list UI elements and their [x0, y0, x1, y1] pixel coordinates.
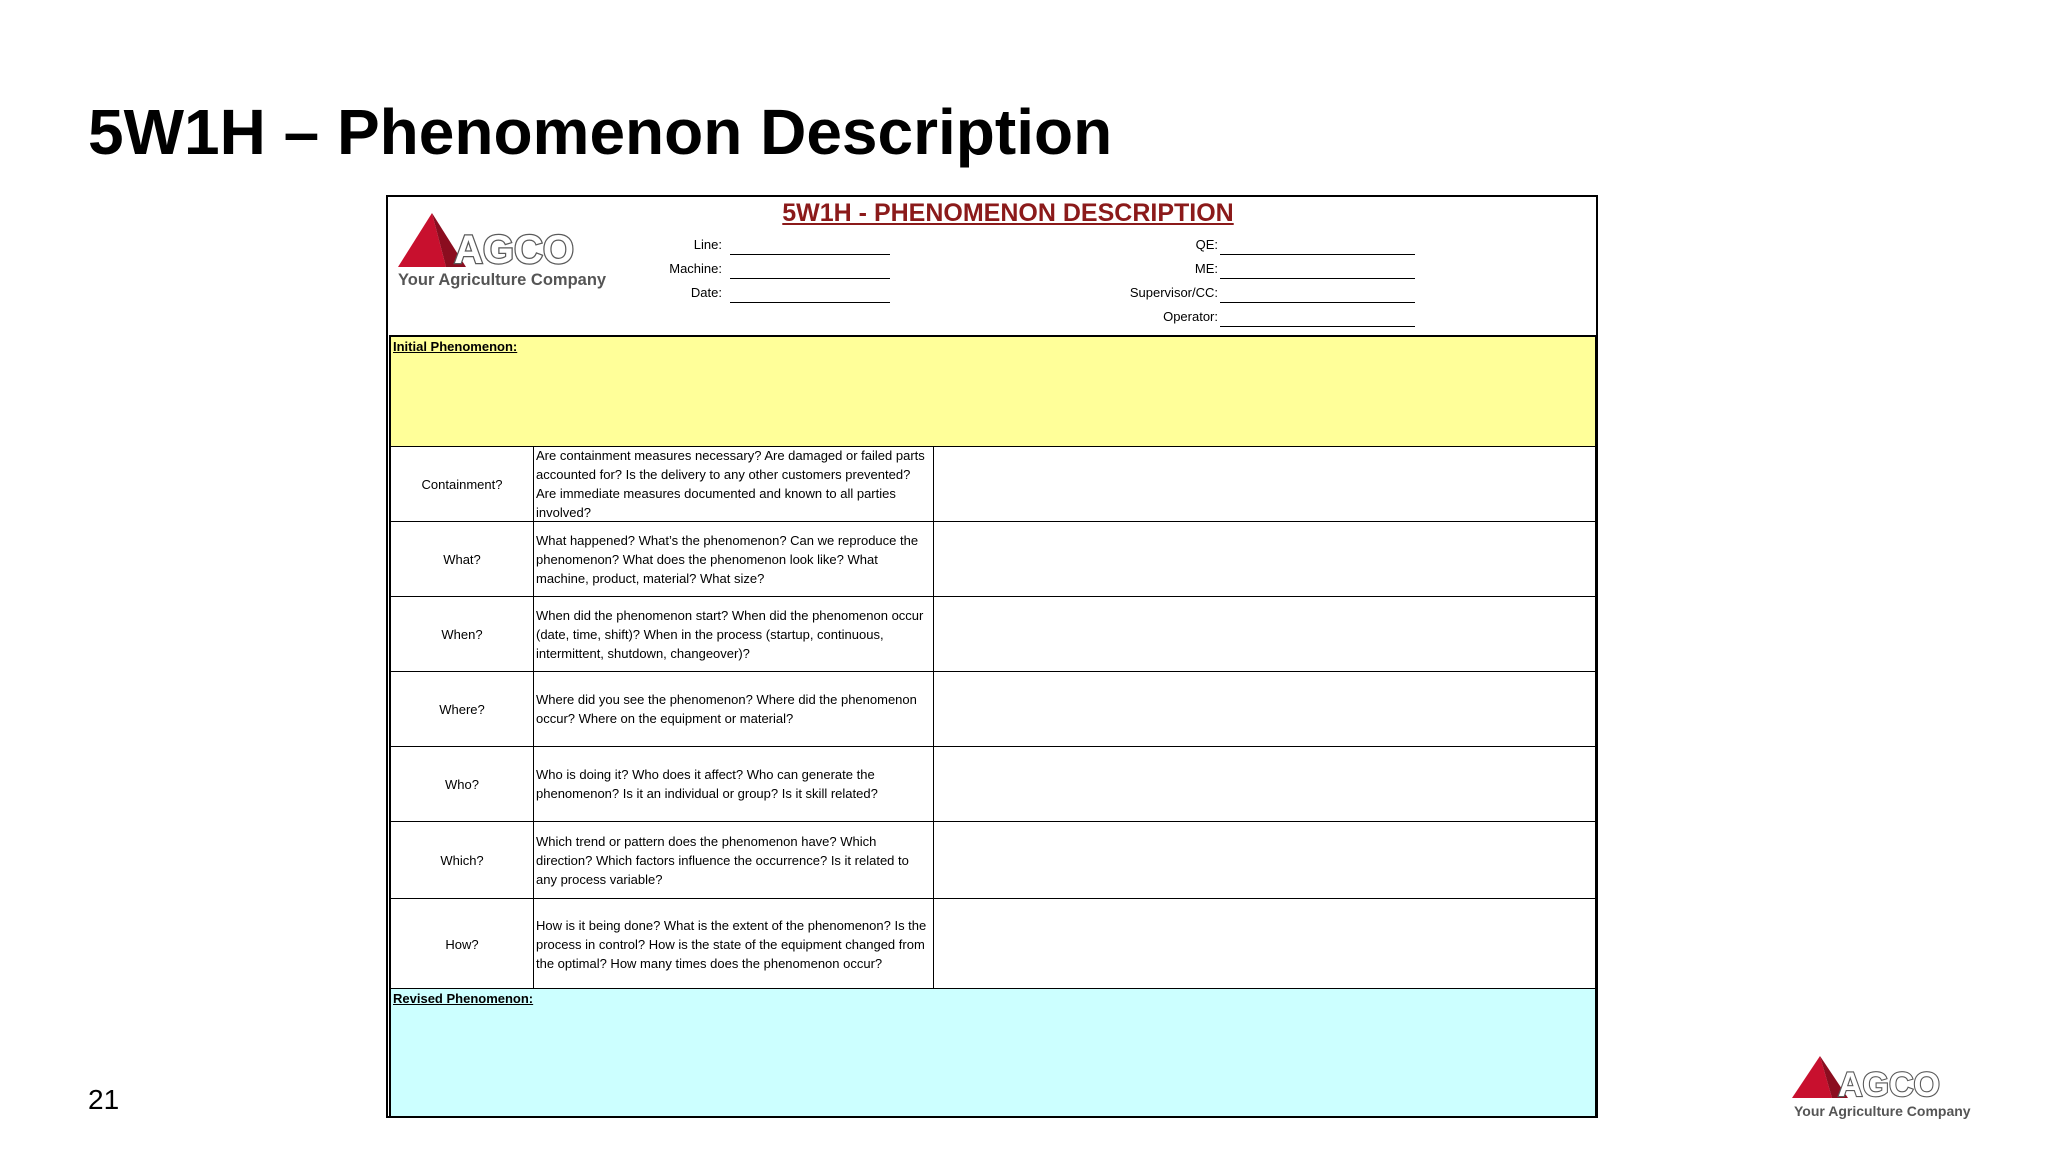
field-label: QE: [1195, 237, 1218, 252]
question-label: When? [391, 597, 534, 671]
page-number: 21 [88, 1084, 120, 1115]
phenomenon-form [386, 195, 1598, 1118]
answer-cell[interactable] [936, 522, 1595, 596]
question-row-who [391, 747, 1595, 822]
question-row-how [391, 899, 1595, 989]
revised-phenomenon-label: Revised Phenomenon: [393, 991, 534, 1006]
question-row-containment [391, 447, 1595, 522]
field-label: Date: [690, 285, 722, 300]
initial-phenomenon-label: Initial Phenomenon: [393, 339, 518, 354]
question-prompt: When did the phenomenon start? When did the phenomenon occur (date, time, shift)? When in the process (startup, continuous, intermittent, shutdown, changeover)? [534, 597, 934, 671]
form-title: 5W1H - PHENOMENON DESCRIPTION [782, 199, 1234, 227]
field-label: Supervisor/CC: [1129, 285, 1218, 300]
answer-cell[interactable] [936, 447, 1595, 521]
question-label: What? [391, 522, 534, 596]
question-row-where [391, 672, 1595, 747]
field-underline [1220, 254, 1415, 255]
question-label: Who? [391, 747, 534, 821]
logo-brand: AGCO [454, 228, 574, 272]
logo-tagline: Your Agriculture Company [398, 271, 607, 289]
field-underline [730, 254, 890, 255]
agco-corner-logo [1790, 1048, 1980, 1120]
field-label: Line: [693, 237, 722, 252]
question-label: Which? [391, 822, 534, 898]
answer-cell[interactable] [936, 899, 1595, 989]
question-row-what [391, 522, 1595, 597]
field-qe[interactable] [888, 234, 1218, 256]
logo-tagline: Your Agriculture Company [1794, 1103, 1971, 1119]
question-prompt: How is it being done? What is the extent of the phenomenon? Is the process in control? How is the state of the equipment changed from the optimal? How many times does the phenomenon occur? [534, 899, 934, 989]
slide-title: 5W1H – Phenomenon Description [88, 96, 1113, 168]
answer-cell[interactable] [936, 747, 1595, 821]
question-prompt: Where did you see the phenomenon? Where did the phenomenon occur? Where on the equipment or material? [534, 672, 934, 746]
question-label: How? [391, 899, 534, 989]
field-operator[interactable] [888, 306, 1218, 328]
question-prompt: Who is doing it? Who does it affect? Who can generate the phenomenon? Is it an individual or group? Is it skill related? [534, 747, 934, 821]
field-label: ME: [1194, 261, 1218, 276]
logo-triangle-red [398, 213, 446, 267]
initial-phenomenon-box[interactable] [391, 337, 1595, 447]
revised-phenomenon-box[interactable] [391, 988, 1595, 1116]
field-supervisor[interactable] [888, 282, 1218, 304]
field-label: Machine: [669, 261, 722, 276]
form-header [388, 197, 1596, 335]
answer-cell[interactable] [936, 822, 1595, 898]
field-me[interactable] [888, 258, 1218, 280]
answer-cell[interactable] [936, 672, 1595, 746]
field-label: Operator: [1163, 309, 1218, 324]
question-row-which [391, 822, 1595, 899]
question-label: Where? [391, 672, 534, 746]
question-prompt: Which trend or pattern does the phenomenon have? Which direction? Which factors influence the occurrence? Is it related to any process variable? [534, 822, 934, 898]
question-prompt: What happened? What’s the phenomenon? Can we reproduce the phenomenon? What does the phenomenon look like? What machine, product, material? What size? [534, 522, 934, 596]
field-underline [1220, 326, 1415, 327]
answer-cell[interactable] [936, 597, 1595, 671]
field-underline [730, 302, 890, 303]
field-underline [1220, 278, 1415, 279]
question-prompt: Are containment measures necessary? Are damaged or failed parts accounted for? Is the delivery to any other customers prevented? Are immediate measures documented and known to all parties involved? [534, 447, 934, 521]
form-body [389, 335, 1597, 1118]
question-row-when [391, 597, 1595, 672]
field-underline [730, 278, 890, 279]
question-label: Containment? [391, 447, 534, 521]
logo-brand: AGCO [1838, 1066, 1940, 1104]
field-underline [1220, 302, 1415, 303]
